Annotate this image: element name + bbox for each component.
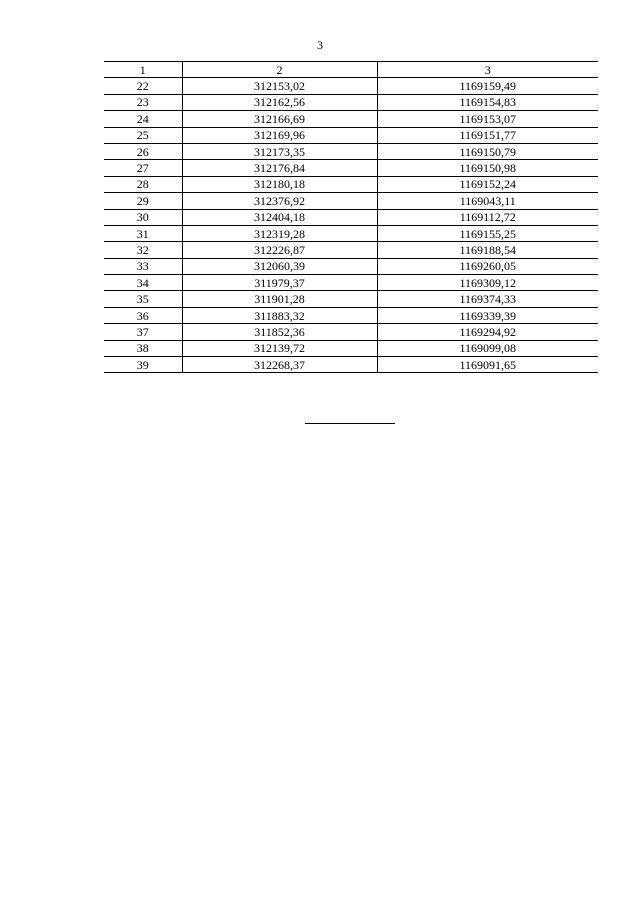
page-number: 3 xyxy=(317,38,323,52)
y-coordinate-cell: 1169154,83 xyxy=(377,94,598,110)
column-header-1: 1 xyxy=(104,62,182,78)
y-coordinate-cell: 1169150,79 xyxy=(377,143,598,159)
point-number-cell: 33 xyxy=(104,258,182,274)
table-row xyxy=(104,111,598,127)
x-coordinate-cell: 312169,96 xyxy=(182,127,377,143)
point-number-cell: 31 xyxy=(104,225,182,241)
column-header-3: 3 xyxy=(377,62,598,78)
point-number-cell: 35 xyxy=(104,291,182,307)
x-coordinate-cell: 312226,87 xyxy=(182,242,377,258)
table-row xyxy=(104,340,598,356)
x-coordinate-cell: 311979,37 xyxy=(182,275,377,291)
x-coordinate-cell: 312176,84 xyxy=(182,160,377,176)
x-coordinate-cell: 312139,72 xyxy=(182,340,377,356)
point-number-cell: 23 xyxy=(104,94,182,110)
y-coordinate-cell: 1169374,33 xyxy=(377,291,598,307)
x-coordinate-cell: 312153,02 xyxy=(182,78,377,94)
table-row xyxy=(104,176,598,192)
x-coordinate-cell: 312162,56 xyxy=(182,94,377,110)
y-coordinate-cell: 1169260,05 xyxy=(377,258,598,274)
table-row xyxy=(104,209,598,225)
x-coordinate-cell: 312173,35 xyxy=(182,143,377,159)
x-coordinate-cell: 312060,39 xyxy=(182,258,377,274)
x-coordinate-cell: 311883,32 xyxy=(182,307,377,323)
table-header-row xyxy=(104,62,598,78)
y-coordinate-cell: 1169188,54 xyxy=(377,242,598,258)
point-number-cell: 36 xyxy=(104,307,182,323)
point-number-cell: 39 xyxy=(104,357,182,373)
point-number-cell: 27 xyxy=(104,160,182,176)
column-header-2: 2 xyxy=(182,62,377,78)
table-row xyxy=(104,127,598,143)
point-number-cell: 32 xyxy=(104,242,182,258)
x-coordinate-cell: 312166,69 xyxy=(182,111,377,127)
point-number-cell: 24 xyxy=(104,111,182,127)
point-number-cell: 38 xyxy=(104,340,182,356)
y-coordinate-cell: 1169043,11 xyxy=(377,193,598,209)
y-coordinate-cell: 1169153,07 xyxy=(377,111,598,127)
y-coordinate-cell: 1169112,72 xyxy=(377,209,598,225)
table-row xyxy=(104,258,598,274)
table-row xyxy=(104,143,598,159)
x-coordinate-cell: 312404,18 xyxy=(182,209,377,225)
table-body xyxy=(104,78,598,373)
point-number-cell: 29 xyxy=(104,193,182,209)
x-coordinate-cell: 312319,28 xyxy=(182,225,377,241)
y-coordinate-cell: 1169150,98 xyxy=(377,160,598,176)
document-end-divider xyxy=(305,423,395,424)
table-row xyxy=(104,160,598,176)
y-coordinate-cell: 1169309,12 xyxy=(377,275,598,291)
table-row xyxy=(104,242,598,258)
table-row xyxy=(104,94,598,110)
y-coordinate-cell: 1169091,65 xyxy=(377,357,598,373)
table-row xyxy=(104,291,598,307)
point-number-cell: 28 xyxy=(104,176,182,192)
point-number-cell: 34 xyxy=(104,275,182,291)
table-row xyxy=(104,78,598,94)
table-row xyxy=(104,275,598,291)
table-row xyxy=(104,307,598,323)
y-coordinate-cell: 1169151,77 xyxy=(377,127,598,143)
table-row xyxy=(104,193,598,209)
x-coordinate-cell: 311901,28 xyxy=(182,291,377,307)
y-coordinate-cell: 1169339,39 xyxy=(377,307,598,323)
point-number-cell: 22 xyxy=(104,78,182,94)
y-coordinate-cell: 1169159,49 xyxy=(377,78,598,94)
x-coordinate-cell: 312180,18 xyxy=(182,176,377,192)
table-row xyxy=(104,357,598,373)
x-coordinate-cell: 312376,92 xyxy=(182,193,377,209)
y-coordinate-cell: 1169152,24 xyxy=(377,176,598,192)
table-header xyxy=(104,62,598,78)
y-coordinate-cell: 1169155,25 xyxy=(377,225,598,241)
table-row xyxy=(104,324,598,340)
y-coordinate-cell: 1169099,08 xyxy=(377,340,598,356)
point-number-cell: 30 xyxy=(104,209,182,225)
x-coordinate-cell: 311852,36 xyxy=(182,324,377,340)
table-row xyxy=(104,225,598,241)
point-number-cell: 37 xyxy=(104,324,182,340)
y-coordinate-cell: 1169294,92 xyxy=(377,324,598,340)
point-number-cell: 25 xyxy=(104,127,182,143)
point-number-cell: 26 xyxy=(104,143,182,159)
coordinates-table xyxy=(104,61,598,373)
x-coordinate-cell: 312268,37 xyxy=(182,357,377,373)
